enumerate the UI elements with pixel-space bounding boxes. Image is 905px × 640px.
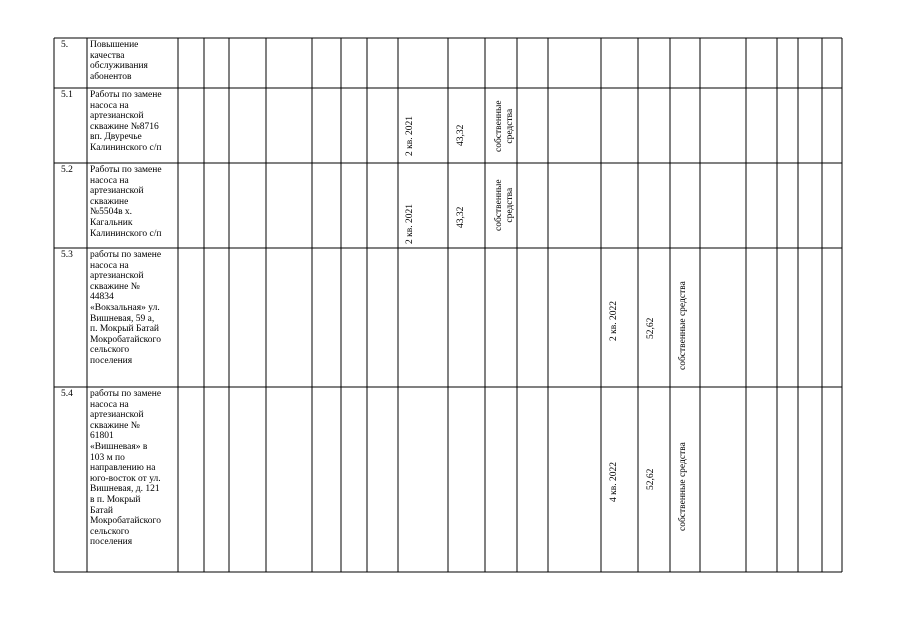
row-5-1-source: собственные средства — [494, 100, 515, 152]
row-5-description: Повышение качества обслуживания абонентов — [90, 40, 148, 82]
row-5-4-source: собственные средства — [678, 442, 688, 531]
row-5-2-number: 5.2 — [61, 165, 73, 175]
row-5-3-description: работы по замене насоса на артезианской скважине № 44834 «Вокзальная» ул. Вишневая, 59 а, п. Мокрый Батай Мокробатайского сельского поселения — [90, 250, 162, 366]
row-5-3-period: 2 кв. 2022 — [609, 301, 619, 341]
row-5-1-period: 2 кв. 2021 — [405, 116, 415, 156]
row-5-3-number: 5.3 — [61, 250, 73, 260]
row-5-4-amount: 52,62 — [646, 468, 656, 490]
row-5-number: 5. — [61, 40, 69, 50]
row-5-2-period: 2 кв. 2021 — [405, 204, 415, 244]
row-5-2-source: собственные средства — [494, 179, 515, 231]
row-5-1-amount: 43,32 — [456, 124, 466, 146]
row-5-4-period: 4 кв. 2022 — [609, 462, 619, 502]
row-5-2-amount: 43,32 — [456, 206, 466, 228]
row-5-1-number: 5.1 — [61, 90, 73, 100]
row-5-4-number: 5.4 — [61, 389, 73, 399]
row-5-1-description: Работы по замене насоса на артезианской скважине №8716 вп. Двуречье Калининского с/п — [90, 90, 162, 153]
row-5-2-description: Работы по замене насоса на артезианской скважине №5504в х. Кагальник Калининского с/п — [90, 165, 162, 239]
row-5-4-description: работы по замене насоса на артезианской скважине № 61801 «Вишневая» в 103 м по направлению на юго-восток от ул. Вишневая, д. 121 в п. Мокрый Батай Мокробатайского сельского поселения — [90, 389, 162, 548]
row-5-3-source: собственные средства — [678, 281, 688, 370]
row-5-3-amount: 52,62 — [646, 317, 656, 339]
